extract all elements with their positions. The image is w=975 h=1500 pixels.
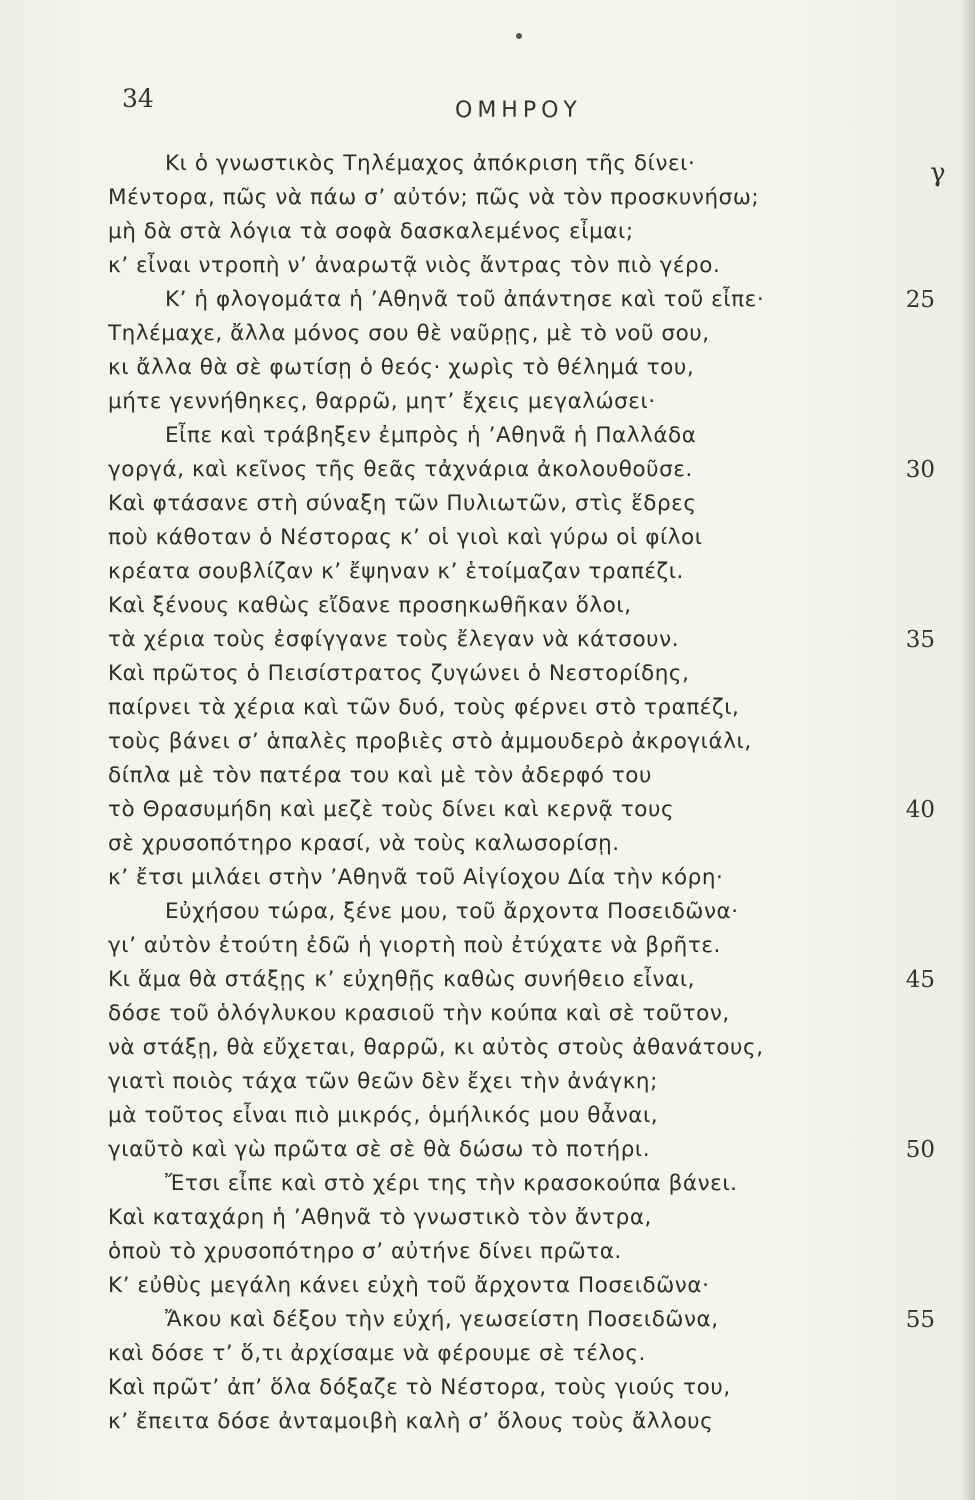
verse-text: γι’ αὐτὸν ἐτούτη ἐδῶ ἡ γιορτὴ ποὺ ἐτύχατε νὰ βρῆτε. xyxy=(108,933,721,958)
verse-line xyxy=(0,147,975,181)
verse-text: ὁποὺ τὸ χρυσοπότηρο σ’ αὐτήνε δίνει πρῶτα. xyxy=(108,1239,622,1264)
verse-line xyxy=(0,1099,975,1133)
verse-text: κ’ ἔπειτα δόσε ἀνταμοιβὴ καλὴ σ’ ὅλους τοὺς ἄλλους xyxy=(108,1409,714,1434)
verse-text: Ἄκου καὶ δέξου τὴν εὐχή, γεωσείστη Ποσειδῶνα, xyxy=(165,1307,719,1332)
verse-text: δόσε τοῦ ὁλόγλυκου κρασιοῦ τὴν κούπα καὶ σὲ τοῦτον, xyxy=(108,1001,730,1026)
page-edge-shadow xyxy=(961,0,975,1500)
verse-text: Τηλέμαχε, ἄλλα μόνος σου θὲ ναῦρῃς, μὲ τὸ νοῦ σου, xyxy=(108,321,710,346)
verse-text: Καὶ φτάσανε στὴ σύναξη τῶν Πυλιωτῶν, στὶς ἕδρες xyxy=(108,491,697,516)
verse-text: γιαῦτὸ καὶ γὼ πρῶτα σὲ σὲ θὰ δώσω τὸ ποτήρι. xyxy=(108,1137,651,1162)
verse-line xyxy=(0,1371,975,1405)
verse-text: ποὺ κάθοταν ὁ Νέστορας κ’ οἱ γιοὶ καὶ γύρω οἱ φίλοι xyxy=(108,525,703,550)
verse-text: Κι ὁ γνωστικὸς Τηλέμαχος ἀπόκριση τῆς δίνει· xyxy=(165,151,696,176)
verse-text: τὸ Θρασυμήδη καὶ μεζὲ τοὺς δίνει καὶ κερνᾷ τους xyxy=(108,797,675,822)
verse-text: νὰ στάξῃ, θὰ εὔχεται, θαρρῶ, κι αὐτὸς στοὺς ἀθανάτους, xyxy=(108,1035,764,1060)
verse-text: τοὺς βάνει σ’ ἁπαλὲς προβιὲς στὸ ἀμμουδερὸ ἀκρογιάλι, xyxy=(108,729,752,754)
verse-text: παίρνει τὰ χέρια καὶ τῶν δυό, τοὺς φέρνει στὸ τραπέζι, xyxy=(108,695,740,720)
verse-line xyxy=(0,181,975,215)
verse-line xyxy=(0,521,975,555)
verse-text: Κ’ εὐθὺς μεγάλη κάνει εὐχὴ τοῦ ἄρχοντα Ποσειδῶνα· xyxy=(108,1273,710,1298)
verse-line xyxy=(0,555,975,589)
verse-text: Μέντορα, πῶς νὰ πάω σ’ αὐτόν; πῶς νὰ τὸν προσκυνήσω; xyxy=(108,185,760,210)
verse-text: γιατὶ ποιὸς τάχα τῶν θεῶν δὲν ἔχει τὴν ἀνάγκη; xyxy=(108,1069,658,1094)
verse-line xyxy=(0,759,975,793)
verse-line xyxy=(0,283,975,317)
verse-line xyxy=(0,1337,975,1371)
verse-text: Καὶ καταχάρη ἡ ’Αθηνᾶ τὸ γνωστικὸ τὸν ἄντρα, xyxy=(108,1205,652,1230)
line-number: 30 xyxy=(905,457,935,483)
verse-line xyxy=(0,895,975,929)
verse-text: σὲ χρυσοπότηρο κρασί, νὰ τοὺς καλωσορίσῃ. xyxy=(108,831,620,856)
verse-text: Καὶ ξένους καθὼς εἴδανε προσηκωθῆκαν ὅλοι, xyxy=(108,593,632,618)
verse-text: Καὶ πρῶτ’ ἀπ’ ὅλα δόξαζε τὸ Νέστορα, τοὺς γιούς του, xyxy=(108,1375,731,1400)
verse-line xyxy=(0,1235,975,1269)
verse-line xyxy=(0,1167,975,1201)
verse-line xyxy=(0,1031,975,1065)
verse-line xyxy=(0,215,975,249)
line-number: 35 xyxy=(905,627,935,653)
verse-line xyxy=(0,1269,975,1303)
verse-text: κι ἄλλα θὰ σὲ φωτίσῃ ὁ θεός· χωρὶς τὸ θέλημά του, xyxy=(108,355,695,380)
line-number: 45 xyxy=(905,967,935,993)
verse-line xyxy=(0,1065,975,1099)
verse-line xyxy=(0,487,975,521)
verse-line xyxy=(0,1405,975,1439)
verse-line xyxy=(0,317,975,351)
verse-line xyxy=(0,725,975,759)
verse-line xyxy=(0,453,975,487)
verse-text: κρέατα σουβλίζαν κ’ ἔψηναν κ’ ἑτοίμαζαν τραπέζι. xyxy=(108,559,684,584)
verse-line xyxy=(0,419,975,453)
verse-text: Εἶπε καὶ τράβηξεν ἐμπρὸς ἡ ’Αθηνᾶ ἡ Παλλάδα xyxy=(165,423,697,448)
verse-line xyxy=(0,351,975,385)
verse-line xyxy=(0,1133,975,1167)
line-number: 25 xyxy=(905,287,935,313)
verse-line xyxy=(0,1201,975,1235)
verse-line xyxy=(0,657,975,691)
book-letter: γ xyxy=(930,158,946,188)
running-title: ΟΜΗΡΟΥ xyxy=(455,98,582,123)
verse-line xyxy=(0,249,975,283)
verse-line xyxy=(0,963,975,997)
verse-line xyxy=(0,589,975,623)
verse-text: Εὐχήσου τώρα, ξένε μου, τοῦ ἄρχοντα Ποσειδῶνα· xyxy=(165,899,739,924)
verse-line xyxy=(0,623,975,657)
verse-line xyxy=(0,827,975,861)
verse-line xyxy=(0,929,975,963)
verse-text: μὰ τοῦτος εἶναι πιὸ μικρός, ὁμήλικός μου θἆναι, xyxy=(108,1103,659,1128)
ink-dot xyxy=(516,33,522,39)
verse-text: δίπλα μὲ τὸν πατέρα του καὶ μὲ τὸν ἀδερφό του xyxy=(108,763,652,788)
verse-text: Καὶ πρῶτος ὁ Πεισίστρατος ζυγώνει ὁ Νεστορίδης, xyxy=(108,661,690,686)
verse-line xyxy=(0,793,975,827)
verse-text: καὶ δόσε τ’ ὅ,τι ἀρχίσαμε νὰ φέρουμε σὲ τέλος. xyxy=(108,1341,646,1366)
line-number: 40 xyxy=(905,797,935,823)
verse-text: κ’ ἔτσι μιλάει στὴν ’Αθηνᾶ τοῦ Αἰγίοχου Δία τὴν κόρη· xyxy=(108,865,724,890)
verse-line xyxy=(0,861,975,895)
poem-text xyxy=(0,147,975,1439)
verse-text: τὰ χέρια τοὺς ἐσφίγγανε τοὺς ἔλεγαν νὰ κάτσουν. xyxy=(108,627,680,652)
verse-text: κ’ εἶναι ντροπὴ ν’ ἀναρωτᾷ νιὸς ἄντρας τὸν πιὸ γέρο. xyxy=(108,253,721,278)
verse-text: Κ’ ἡ φλογομάτα ἡ ’Αθηνᾶ τοῦ ἀπάντησε καὶ τοῦ εἶπε· xyxy=(165,287,765,312)
verse-text: Κι ἅμα θὰ στάξῃς κ’ εὐχηθῇς καθὼς συνήθειο εἶναι, xyxy=(108,967,696,992)
verse-text: γοργά, καὶ κεῖνος τῆς θεᾶς τἀχνάρια ἀκολουθοῦσε. xyxy=(108,457,693,482)
verse-text: μὴ δὰ στὰ λόγια τὰ σοφὰ δασκαλεμένος εἶμαι; xyxy=(108,219,634,244)
verse-line xyxy=(0,691,975,725)
verse-line xyxy=(0,997,975,1031)
page-number: 34 xyxy=(122,84,154,113)
line-number: 50 xyxy=(905,1137,935,1163)
verse-line xyxy=(0,385,975,419)
verse-text: μήτε γεννήθηκες, θαρρῶ, μητ’ ἔχεις μεγαλώσει· xyxy=(108,389,656,414)
verse-text: Ἔτσι εἶπε καὶ στὸ χέρι της τὴν κρασοκούπα βάνει. xyxy=(165,1171,738,1196)
verse-line xyxy=(0,1303,975,1337)
line-number: 55 xyxy=(905,1307,935,1333)
